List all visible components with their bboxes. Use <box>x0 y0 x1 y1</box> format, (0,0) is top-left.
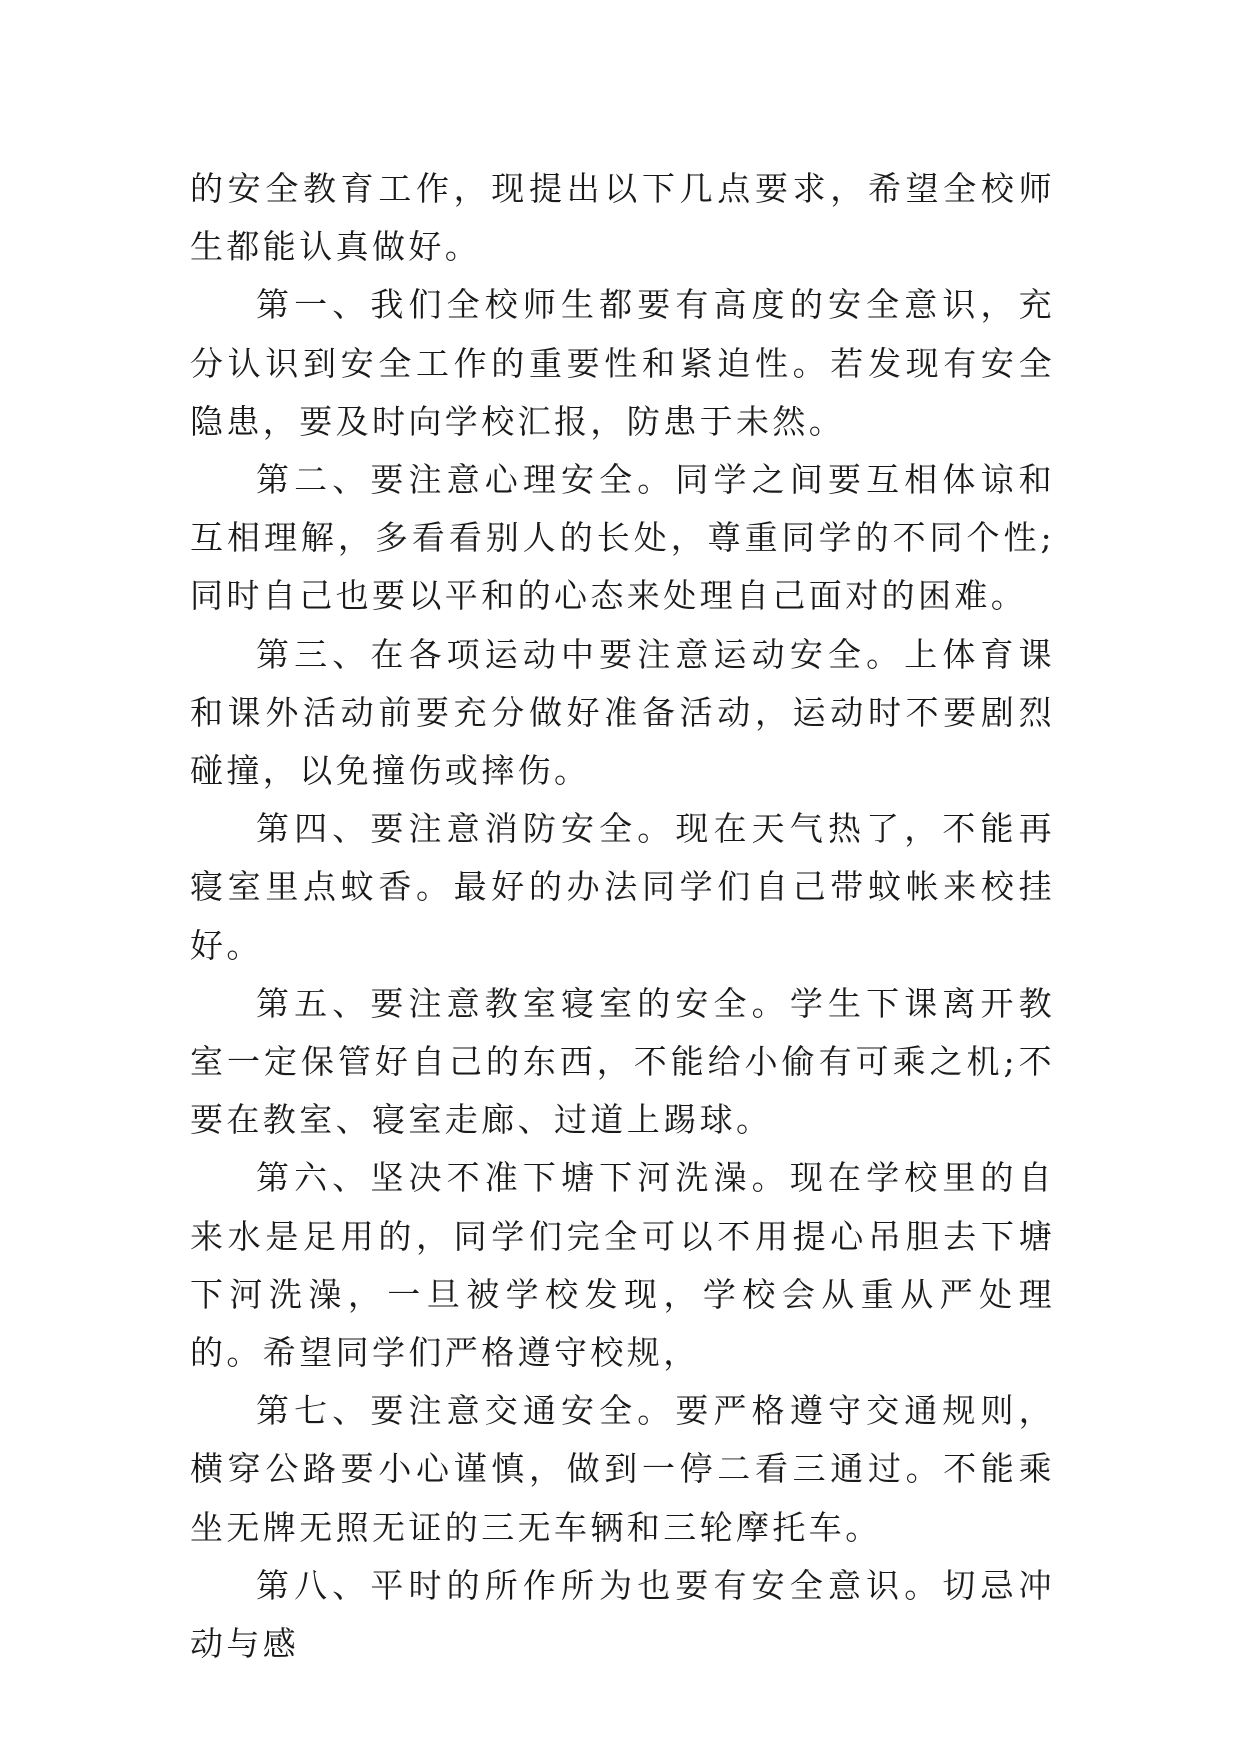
paragraph-item-3: 第三、在各项运动中要注意运动安全。上体育课和课外活动前要充分做好准备活动，运动时不要剧烈碰撞，以免撞伤或摔伤。 <box>190 634 1055 791</box>
paragraph-item-2: 第二、要注意心理安全。同学之间要互相体谅和互相理解，多看看别人的长处，尊重同学的不同个性;同时自己也要以平和的心态来处理自己面对的困难。 <box>190 460 1055 616</box>
paragraph-item-7: 第七、要注意交通安全。要严格遵守交通规则，横穿公路要小心谨慎，做到一停二看三通过。不能乘坐无牌无照无证的三无车辆和三轮摩托车。 <box>190 1391 1055 1547</box>
paragraph-item-1: 第一、我们全校师生都要有高度的安全意识，充分认识到安全工作的重要性和紧迫性。若发现有安全隐患，要及时向学校汇报，防患于未然。 <box>190 285 1055 441</box>
paragraph-item-5: 第五、要注意教室寝室的安全。学生下课离开教室一定保管好自己的东西，不能给小偷有可乘之机;不要在教室、寝室走廊、过道上踢球。 <box>190 983 1055 1140</box>
paragraph-item-6: 第六、坚决不准下塘下河洗澡。现在学校里的自来水是足用的，同学们完全可以不用提心吊胆去下塘下河洗澡，一旦被学校发现，学校会从重从严处理的。希望同学们严格遵守校规， <box>190 1158 1055 1373</box>
paragraph-item-8: 第八、平时的所作所为也要有安全意识。切忌冲动与感 <box>190 1565 1055 1664</box>
paragraph-intro: 的安全教育工作，现提出以下几点要求，希望全校师生都能认真做好。 <box>190 169 1055 267</box>
document-body <box>190 160 1055 1673</box>
paragraph-item-4: 第四、要注意消防安全。现在天气热了，不能再寝室里点蚊香。最好的办法同学们自己带蚊帐来校挂好。 <box>190 809 1055 965</box>
